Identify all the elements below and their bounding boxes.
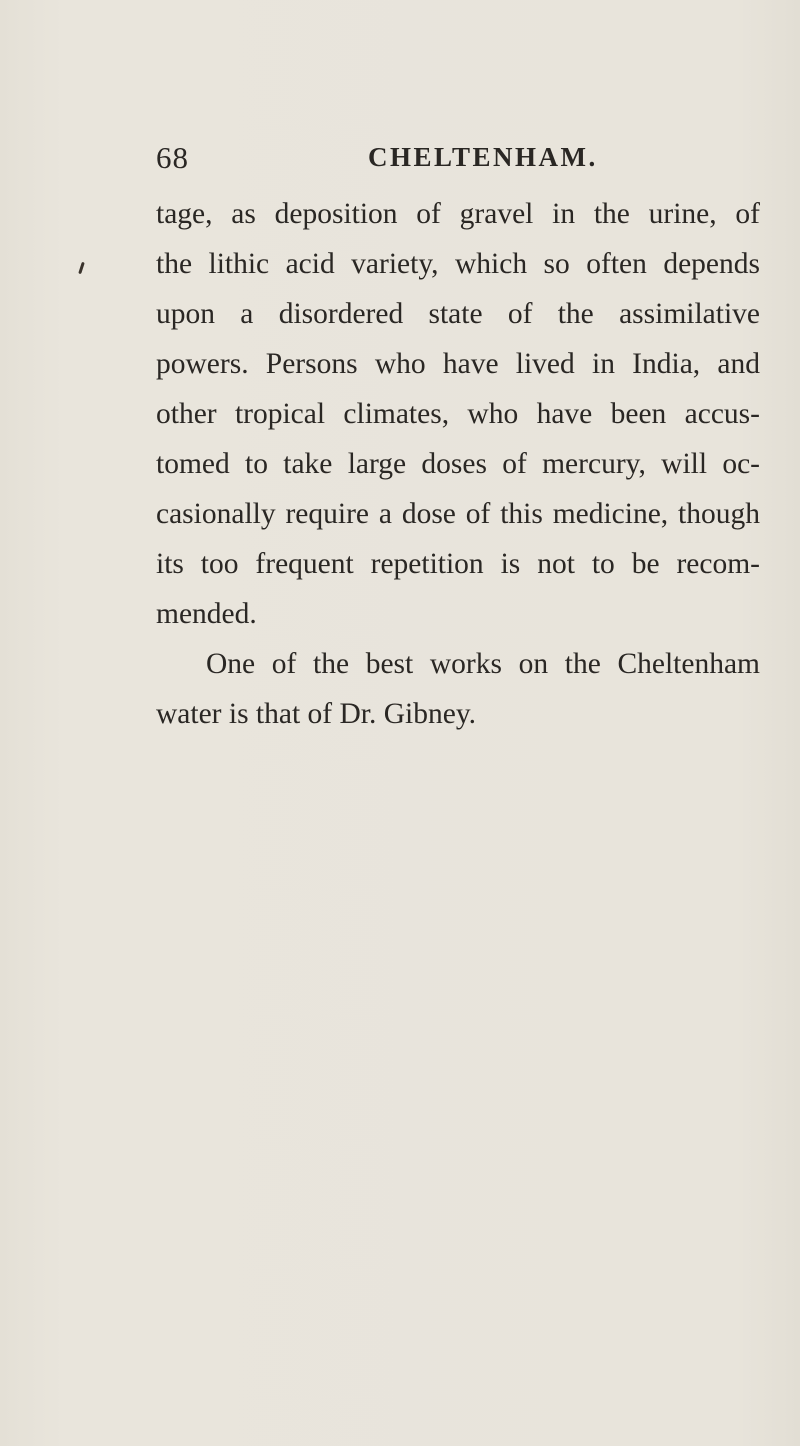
text-line: powers. Persons who have lived in India, and bbox=[156, 348, 760, 380]
ink-speck bbox=[78, 262, 85, 274]
text-line: tomed to take large doses of mercury, will oc- bbox=[156, 448, 760, 480]
running-head bbox=[156, 140, 756, 176]
text-line: upon a disordered state of the assimilative bbox=[156, 298, 760, 330]
text-line: its too frequent repetition is not to be recom- bbox=[156, 548, 760, 580]
running-title: CHELTENHAM. bbox=[368, 142, 598, 172]
text-line: tage, as deposition of gravel in the urine, of bbox=[156, 198, 760, 230]
text-line: the lithic acid variety, which so often depends bbox=[156, 248, 760, 280]
text-line: One of the best works on the Cheltenham bbox=[206, 648, 760, 680]
text-line: water is that of Dr. Gibney. bbox=[156, 698, 477, 730]
body-text bbox=[156, 189, 760, 739]
text-line: casionally require a dose of this medicine, though bbox=[156, 498, 760, 530]
text-line: mended. bbox=[156, 598, 257, 630]
page-number: 68 bbox=[156, 140, 189, 175]
text-line: other tropical climates, who have been accus- bbox=[156, 398, 760, 430]
